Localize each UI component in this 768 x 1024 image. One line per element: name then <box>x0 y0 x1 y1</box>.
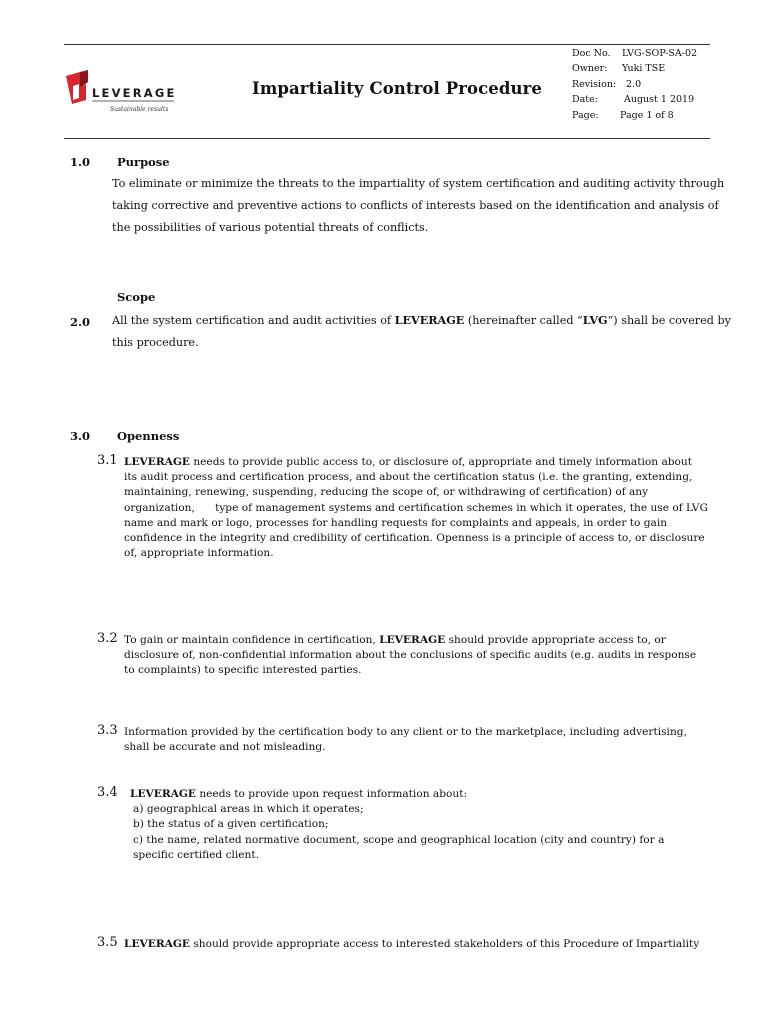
subsection-3-4-number: 3.4 <box>97 785 118 800</box>
logo-tagline: Sustainable results <box>110 106 169 113</box>
meta-row-page: Page: Page 1 of 8 <box>572 109 674 121</box>
leverage-logo <box>64 66 184 118</box>
section-2-title: Scope <box>117 290 156 304</box>
meta-row-date: Date: August 1 2019 <box>572 94 695 106</box>
list-item: specific certified client. <box>133 848 259 861</box>
subsection-3-3-number: 3.3 <box>97 723 118 738</box>
section-3-number: 3.0 <box>70 429 91 443</box>
document-title: Impartiality Control Procedure <box>252 79 543 98</box>
section-3-title: Openness <box>117 429 180 443</box>
subsection-3-3-body: Information provided by the certification body to any client or to the marketplace, including advertising, shall be accurate and not misleading. <box>124 726 687 754</box>
subsection-3-5-number: 3.5 <box>97 935 118 950</box>
subsection-3-4-body: LEVERAGE needs to provide upon request information about: a) geographical areas in which it operates; b) the status of a given certification; c) the name, related normative document, scope and geographical location (city and country) for a specific certified client. <box>130 787 664 863</box>
subsection-3-1-number: 3.1 <box>97 453 118 468</box>
subsection-3-2-body: To gain or maintain confidence in certification, LEVERAGE should provide appropriate access to, or disclosure of, non-confidential information about the conclusions of specific audits (e.g. audits in response to complaints) to specific interested parties. <box>124 634 697 677</box>
section-1-title: Purpose <box>117 155 170 169</box>
subsection-3-2-number: 3.2 <box>97 631 118 646</box>
list-item: b) the status of a given certification; <box>133 818 329 831</box>
list-item: c) the name, related normative document, scope and geographical location (city and country) for a <box>133 833 665 846</box>
header-bottom-rule <box>64 138 710 139</box>
subsection-3-1-body: LEVERAGE needs to provide public access to, or disclosure of, appropriate and timely information about its audit process and certification process, and about the certification status (i.e. the granting, extending, maintaining, renewing, suspending, reducing the scope of, or withdrawing of certification) of any organization, type of management systems and certification schemes in which it operates, the use of LVG name and mark or logo, processes for handling requests for complaints and appeals, in order to gain confidence in the integrity and credibility of certification. Openness is a principle of access to, or disclosure of, appropriate information. <box>124 456 708 560</box>
logo-mark-icon <box>64 66 184 118</box>
subsection-3-5-body: LEVERAGE should provide appropriate access to interested stakeholders of this Procedure of Impartiality <box>124 938 700 950</box>
header-top-rule <box>64 44 710 45</box>
meta-row-revision: Revision: 2.0 <box>572 78 642 90</box>
list-item: a) geographical areas in which it operates; <box>133 803 364 816</box>
section-1-body: To eliminate or minimize the threats to the impartiality of system certification and auditing activity through taking corrective and preventive actions to conflicts of interests based on the identification and analysis of the possibilities of various potential threats of conflicts. <box>112 177 725 234</box>
logo-brand-text: LEVERAGE <box>92 86 177 100</box>
section-1-number: 1.0 <box>70 155 91 169</box>
document-meta <box>572 46 697 123</box>
meta-row-owner: Owner: Yuki TSE <box>572 63 666 75</box>
section-2-body: All the system certification and audit activities of LEVERAGE (hereinafter called “LVG”) shall be covered by this procedure. <box>112 313 731 349</box>
section-2-number: 2.0 <box>70 315 91 329</box>
meta-row-doc-no: Doc No. LVG-SOP-SA-02 <box>572 48 698 59</box>
